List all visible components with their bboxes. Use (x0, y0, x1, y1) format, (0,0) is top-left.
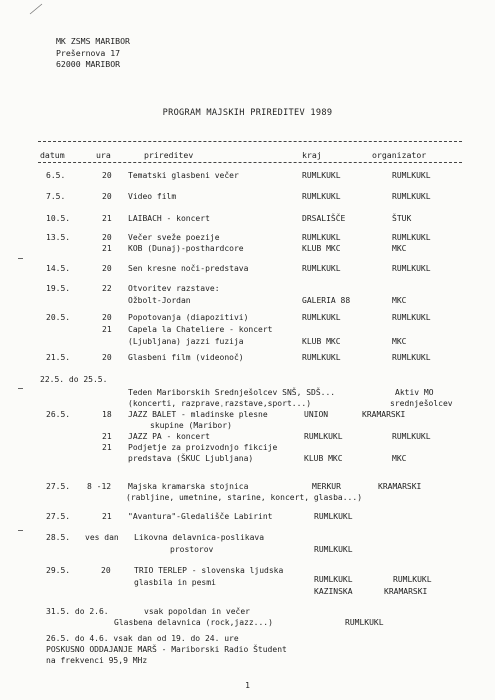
event-date: 19.5. (46, 284, 71, 293)
event-date: 13.5. (46, 233, 71, 242)
event-detail: glasbila in pesmi (134, 578, 216, 587)
event-title: Likovna delavnica-poslikava (134, 533, 265, 542)
event-title: Tematski glasbeni večer (128, 171, 239, 180)
event-date: 22.5. do 25.5. (40, 375, 108, 384)
event-organizer: KRAMARSKI (362, 410, 406, 419)
margin-mark (18, 258, 23, 259)
event-title: LAIBACH - koncert (128, 214, 210, 223)
event-venue: RUMLKUKL (302, 313, 341, 322)
event-venue: KLUB MKC (302, 337, 341, 346)
event-venue: RUMLKUKL (304, 432, 343, 441)
event-organizer: srednješolcev (390, 399, 453, 408)
event-title: Ožbolt-Jordan (128, 296, 191, 305)
event-title: predstava (ŠKUC Ljubljana) (128, 454, 254, 463)
event-time: 20 (102, 353, 112, 362)
event-date: 27.5. (46, 482, 71, 491)
event-date: 21.5. (46, 353, 71, 362)
page-number: 1 (245, 681, 250, 690)
event-date: 29.5. (46, 566, 71, 575)
event-venue: UNION (304, 410, 329, 419)
event-venue: RUMLKUKL (314, 512, 353, 521)
event-time: 20 (102, 192, 112, 201)
event-organizer: ŠTUK (392, 214, 412, 223)
event-title: JAZZ BALET - mladinske plesne (128, 410, 268, 419)
event-detail: Glasbena delavnica (rock,jazz...) (114, 618, 273, 627)
event-organizer: RUMLKUKL (393, 575, 432, 584)
event-detail: (koncerti, razpraveˌrazstave,sport...) (128, 399, 312, 408)
column-header-ura: ura (96, 150, 111, 160)
event-organizer: MKC (392, 337, 407, 346)
event-venue: MERKUR (312, 482, 341, 491)
event-date: 26.5. (46, 410, 71, 419)
event-time: 21 (102, 512, 112, 521)
event-venue: RUMLKUKL (302, 353, 341, 362)
radio-title: POSKUSNO ODDAJANJE MARŠ - Mariborski Radio Študent (46, 645, 287, 654)
event-time: 20 (102, 233, 112, 242)
event-venue: RUMLKUKL (302, 192, 341, 201)
event-time: 21 (102, 443, 112, 452)
event-time: 8 -12 (87, 482, 112, 491)
margin-mark (18, 388, 23, 389)
event-organizer: MKC (392, 454, 407, 463)
event-venue: RUMLKUKL (302, 264, 341, 273)
radio-frequency: na frekvenci 95,9 MHz (46, 656, 148, 665)
event-organizer: RUMLKUKL (392, 264, 431, 273)
event-venue: RUMLKUKL (302, 171, 341, 180)
event-detail: prostorov (170, 545, 214, 554)
column-header-kraj: kraj (302, 150, 322, 160)
event-title: Majska kramarska stojnica (128, 482, 249, 491)
top-rule (38, 141, 462, 142)
event-venue: RUMLKUKL (302, 233, 341, 242)
event-title: (Ljubljana) jazzi fuzija (128, 337, 244, 346)
event-title: JAZZ PA - koncert (128, 432, 210, 441)
event-venue: RUMLKUKL (345, 618, 384, 627)
event-organizer: MKC (392, 244, 407, 253)
event-time: 21 (102, 214, 112, 223)
column-header-prireditev: prireditev (144, 150, 194, 160)
event-date: 28.5. (46, 533, 71, 542)
event-title: Večer sveže poezije (128, 233, 220, 242)
event-organizer: RUMLKUKL (392, 313, 431, 322)
event-time: 20 (102, 313, 112, 322)
event-title: Video film (128, 192, 177, 201)
column-header-organizator: organizator (372, 150, 427, 160)
event-venue: RUMLKUKL (314, 575, 353, 584)
event-organizer: RUMLKUKL (392, 171, 431, 180)
event-time: 20 (102, 171, 112, 180)
event-organizer: MKC (392, 296, 407, 305)
address-line: MK ZSMS MARIBOR (56, 36, 130, 46)
event-title: Podjetje za proizvodnjo fikcije (128, 443, 278, 452)
address-line: 62000 MARIBOR (56, 59, 121, 69)
sender-address (56, 36, 130, 71)
event-venue: KLUB MKC (304, 454, 343, 463)
event-date: 20.5. (46, 313, 71, 322)
event-organizer: Aktiv MO (395, 388, 434, 397)
event-organizer: RUMLKUKL (392, 233, 431, 242)
event-venue: KLUB MKC (302, 244, 341, 253)
event-title: skupine (Maribor) (150, 421, 232, 430)
event-title: TRIO TERLEP - slovenska ljudska (134, 566, 284, 575)
event-title: vsak popoldan in večer (144, 607, 250, 616)
event-organizer: KRAMARSKI (384, 587, 428, 596)
event-time: 21 (102, 432, 112, 441)
event-venue: RUMLKUKL (314, 545, 353, 554)
document-title: PROGRAM MAJSKIH PRIREDITEV 1989 (162, 108, 333, 118)
event-time: 20 (101, 566, 111, 575)
pen-mark (28, 2, 44, 16)
event-venue: DRSALIŠČE (302, 214, 346, 223)
event-title: Sen kresne noči-predstava (128, 264, 249, 273)
address-line: Prešernova 17 (56, 47, 121, 58)
event-date: 6.5. (46, 171, 66, 180)
event-time: 21 (102, 325, 112, 334)
event-time: 20 (102, 264, 112, 273)
event-organizer: RUMLKUKL (392, 432, 431, 441)
event-date: 7.5. (46, 192, 66, 201)
event-title: Otvoritev razstave: (128, 284, 220, 293)
column-header-datum: datum (40, 150, 65, 160)
event-date: 27.5. (46, 512, 71, 521)
event-detail: (rabljine, umetnine, starine, koncert, glasba...) (126, 493, 363, 502)
event-venue: GALERIA 88 (302, 296, 351, 305)
event-title: Popotovanja (diapozitivi) (128, 313, 249, 322)
event-title: "Avantura"-Gledališče Labirint (128, 512, 273, 521)
event-date: 31.5. do 2.6. (46, 607, 109, 616)
event-date: 14.5. (46, 264, 71, 273)
event-organizer: RUMLKUKL (392, 353, 431, 362)
event-date: 10.5. (46, 214, 71, 223)
event-venue: KAZINSKA (314, 587, 353, 596)
event-time: 21 (102, 244, 112, 253)
event-title: KOB (Dunaj)-posthardcore (128, 244, 244, 253)
event-title: Glasbeni film (videonoč) (128, 353, 244, 362)
event-time: 18 (102, 410, 112, 419)
event-title: Capela la Chateliere - koncert (128, 325, 273, 334)
event-organizer: RUMLKUKL (392, 192, 431, 201)
header-rule (38, 162, 462, 163)
radio-schedule: 26.5. do 4.6. vsak dan od 19. do 24. ure (46, 634, 239, 643)
event-time: ves dan (85, 533, 119, 542)
event-title: Teden Mariborskih Srednješolcev SNŠ, SDŠ... (128, 388, 336, 397)
margin-mark (18, 530, 23, 531)
event-time: 22 (102, 284, 112, 293)
event-organizer: KRAMARSKI (378, 482, 422, 491)
